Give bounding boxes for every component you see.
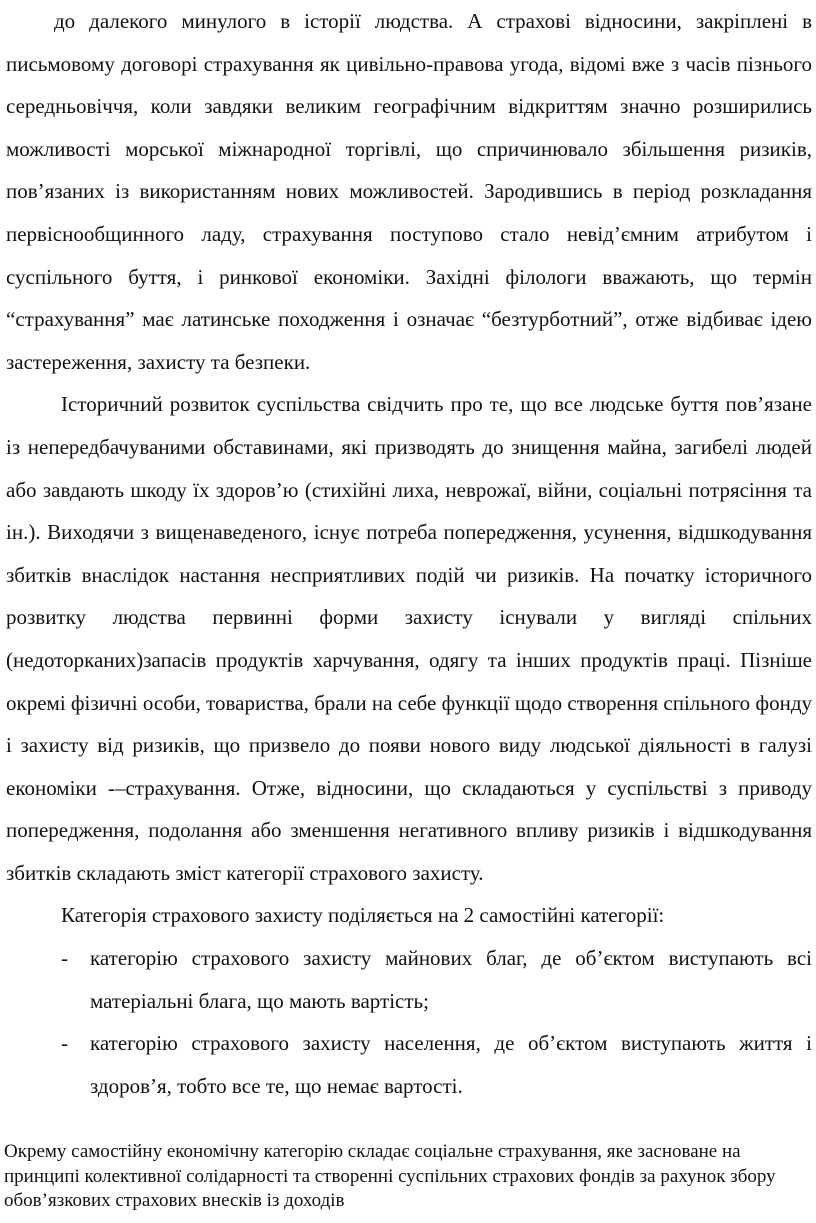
paragraph-history-of-insurance: до далекого минулого в історії людства. А страхові відносини, закріплені в письмовому договорі страхування як цивільно-правова угода, відомі вже з часів пізнього середньовіччя, коли завдяки великим географічним відкриттям значно розширились можливості морської міжнародної торгівлі, що спричинювало збільшення ризиків, пов’язаних із використанням нових можливостей. Зародившись в період розкладання первіснообщинного ладу, страхування поступово стало невід’ємним атрибутом і суспільного буття, і ринкової економіки. Західні філологи вважають, що термін “страхування” має латинське походження і означає “безтурботний”, отже відбиває ідею застереження, захисту та безпеки. [6, 9, 812, 374]
list-item-text: категорію страхового захисту майнових благ, де об’єктом виступають всі матеріальні блага, що мають вартість; [90, 946, 812, 1013]
paragraph-historical-development: Історичний розвиток суспільства свідчить про те, що все людське буття пов’язане із непередбачуваними обставинами, які призводять до знищення майна, загибелі людей або завдають шкоду їх здоров’ю (стихійні лиха, неврожаї, війни, соціальні потрясіння та ін.). Виходячи з вищенаведеного, існує потреба попередження, усунення, відшкодування збитків внаслідок настання несприятливих подій чи ризиків. На початку історичного розвитку людства первинні форми захисту існували у вигляді спільних (недоторканих)запасів продуктів харчування, одягу та інших продуктів праці. Пізніше окремі фізичні особи, товариства, брали на себе функції щодо створення спільного фонду і захисту від ризиків, що призвело до появи нового виду людської діяльності в галузі економіки -–страхування. Отже, відносини, що складаються у суспільстві з приводу попередження, подолання або зменшення негативного впливу ризиків і відшкодування збитків складають зміст категорії страхового захисту. [6, 392, 812, 885]
list-dash: - [61, 946, 68, 971]
paragraph-categories-intro: Категорія страхового захисту поділяється на 2 самостійні категорії: [61, 903, 665, 928]
list-item [6, 1022, 812, 1107]
paragraph-social-insurance: Окрему самостійну економічну категорію складає соціальне страхування, яке засноване на принципі колективної солідарності та створенні суспільних страхових фондів за рахунок збору обов’язкових страхових внесків із доходів [4, 1141, 776, 1211]
list-item [6, 937, 812, 1022]
list-item-text: категорію страхового захисту населення, де об’єктом виступають життя і здоров’я, тобто все те, що немає вартості. [90, 1031, 812, 1098]
categories-list [6, 937, 812, 1107]
main-text-block [6, 0, 812, 1107]
list-dash: - [61, 1031, 68, 1056]
